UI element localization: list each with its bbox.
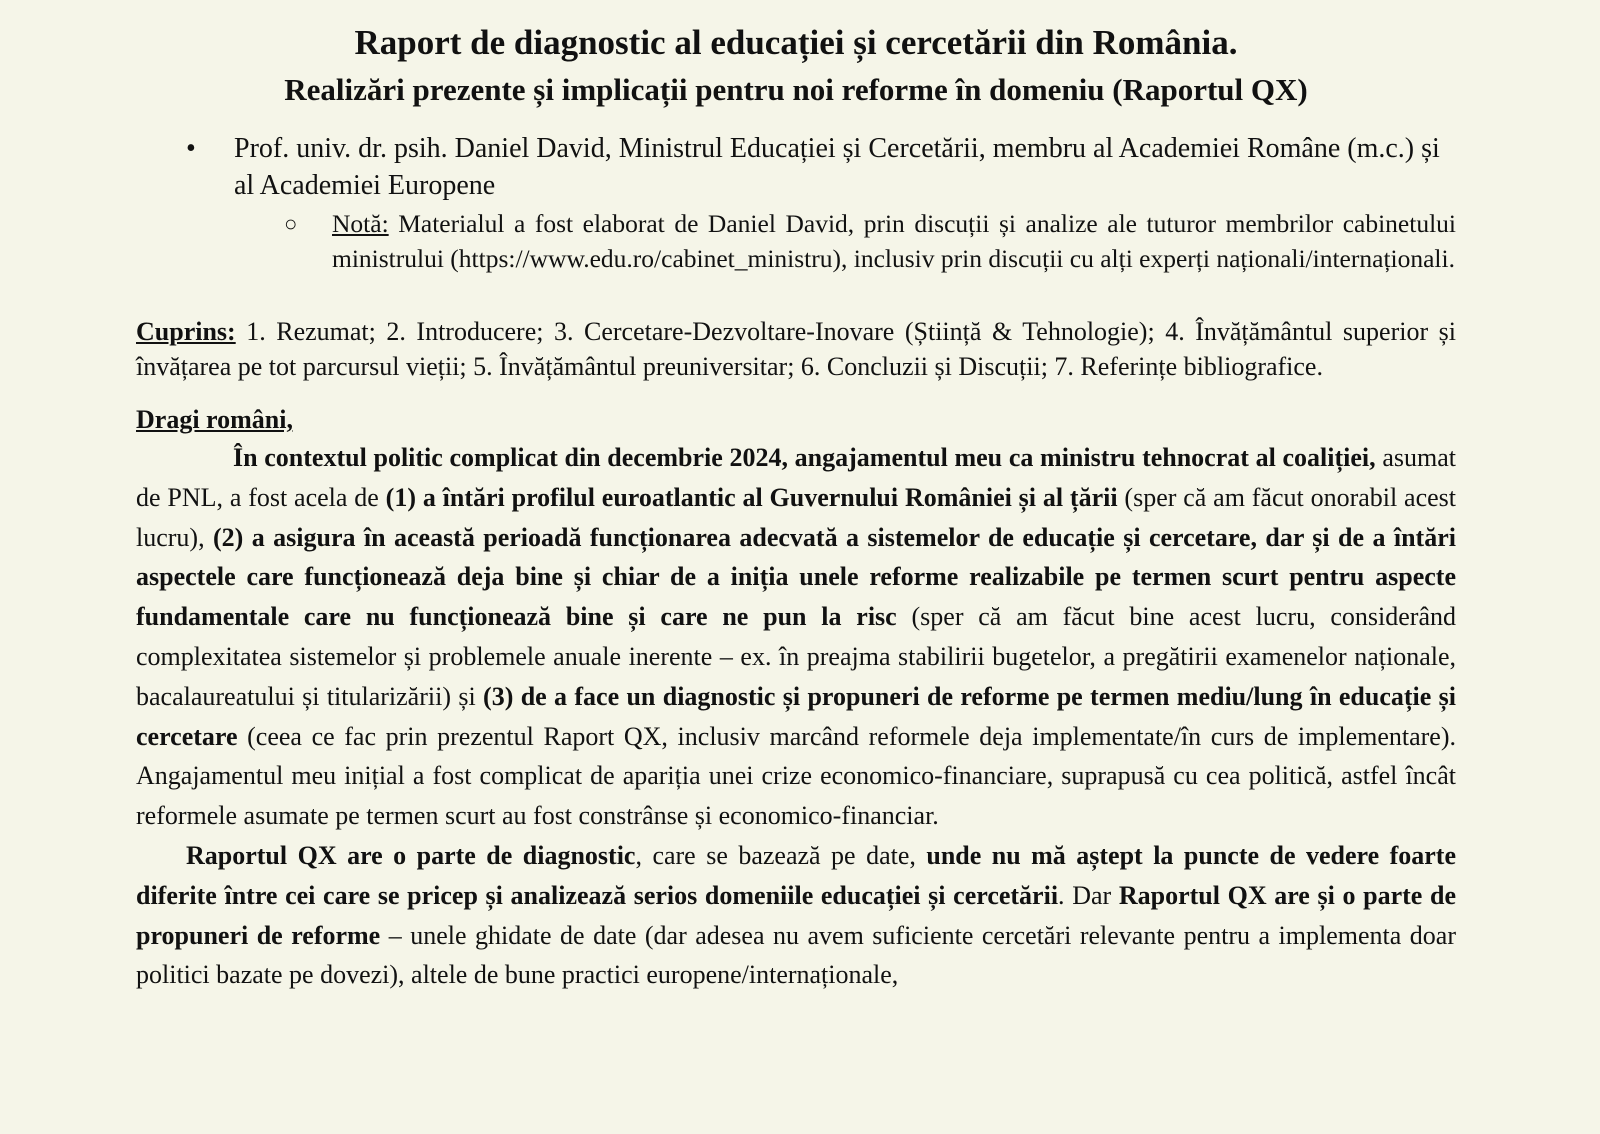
p1-run: (1) a întări profilul euroatlantic al Guvernului României și al țării (385, 482, 1118, 512)
p2-run: , care se bazează pe date, (635, 840, 927, 870)
p1-run: (2) a asigura în această perioadă funcționarea adecvată a sistemelor de educație și cercetare, dar și de a întări aspectele care funcționează deja bine și chiar de a iniția unele reforme realizabile pe termen scurt pentru aspecte fundamentale care nu funcționează bine și care ne pun la risc (136, 522, 1456, 632)
bullet-dot-icon: • (186, 133, 196, 164)
document-subtitle: Realizări prezente și implicații pentru noi reforme în domeniu (Raportul QX) (284, 72, 1308, 107)
note-item (136, 206, 1456, 276)
author-text: Prof. univ. dr. psih. Daniel David, Ministrul Educației și Cercetării, membru al Academiei Române (m.c.) și al Academiei Europene (234, 133, 1440, 201)
table-of-contents (136, 314, 1456, 384)
toc-text: 1. Rezumat; 2. Introducere; 3. Cercetare-Dezvoltare-Inovare (Știință & Tehnologie); 4. Învățământul superior și învățarea pe tot parcursul vieții; 5. Învățământul preuniversitar; 6. Concluzii și Discuții; 7. Referințe bibliografice. (136, 317, 1456, 381)
p2-run: unde nu mă aștept la puncte de vedere foarte diferite între cei care se pricep și analizează serios domeniile educației și cercetării (136, 840, 1456, 910)
p1-run: În contextul politic complicat din decembrie 2024, angajamentul meu ca ministru tehnocrat al coaliției, (233, 443, 1376, 472)
p1-run: (ceea ce fac prin prezentul Raport QX, inclusiv marcând reformele deja implementate/în curs de implementare). Angajamentul meu inițial a fost complicat de apariția unei crize economico-financiare, suprapusă cu cea politică, astfel încât reformele asumate pe termen scurt au fost constrânse și economico-financiar. (136, 721, 1456, 831)
paragraph-1 (136, 438, 1456, 836)
p1-run: (3) de a face un diagnostic și propuneri de reforme pe termen mediu/lung în educație și cercetare (136, 681, 1456, 751)
note-text-block (332, 206, 1456, 276)
greeting: Dragi români, (136, 405, 293, 434)
note-label: Notă: (332, 209, 389, 238)
p2-run: Raportul QX are și o parte de propuneri de reforme (136, 880, 1456, 950)
circle-bullet-icon: ○ (284, 211, 298, 236)
p2-run: Raportul QX are o parte de diagnostic (186, 840, 636, 870)
p1-run: (sper că am făcut onorabil acest lucru), (136, 482, 1457, 552)
p1-run: (sper că am făcut bine acest lucru, considerând complexitatea sistemelor și problemele anuale inerente – ex. în preajma stabilirii bugetelor, a pregătirii examenelor naționale, bacalaureatului și titularizării) și (136, 602, 1456, 711)
author-bullet (136, 130, 1456, 204)
p2-run: . Dar (1058, 880, 1119, 910)
p1-run: asumat de PNL, a fost acela de (136, 443, 1456, 512)
p2-run: – unele ghidate de date (dar adesea nu avem suficiente cercetări relevante pentru a implementa doar politici bazate pe dovezi), altele de bune practici europene/internaționale, (136, 920, 1456, 990)
toc-label: Cuprins: (136, 317, 236, 346)
note-text: Materialul a fost elaborat de Daniel David, prin discuții și analize ale tuturor membrilor cabinetului ministrului (https://www.edu.ro/cabinet_ministru), inclusiv prin discuții cu alți experți naționali/internaționali. (332, 209, 1456, 273)
author-list (136, 130, 1456, 204)
paragraph-2 (136, 836, 1456, 995)
document-title: Raport de diagnostic al educației și cercetării din România. (354, 23, 1238, 62)
